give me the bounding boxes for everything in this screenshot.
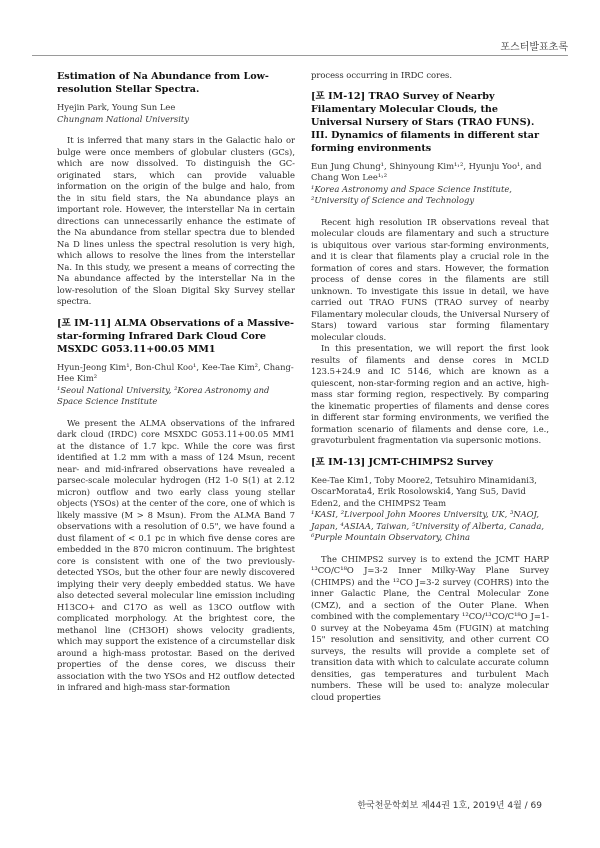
abstract-affiliation: Chungnam National University bbox=[57, 113, 189, 124]
abstract-body: In this presentation, we will report the first look results of filaments and dense cores in MCLD 123.5+24.9 and IC 5146, which are known as a quiescent, non-star-forming region and an active, high-mass star forming region, respectively. By comparing the kinematic properties of filaments and dense cores in different star forming environments, we verified the formation scenario of filaments and dense core, i.e., gravoturbulent fragmentation via supersonic motions. bbox=[311, 343, 549, 445]
page-footer: 한국천문학회보 제44권 1호, 2019년 4월 / 69 bbox=[357, 801, 542, 811]
abstract-authors: Hyejin Park, Young Sun Lee bbox=[57, 102, 176, 112]
abstract-continuation: process occurring in IRDC cores. bbox=[311, 70, 453, 80]
abstract-authors: Hyun-Jeong Kim¹, Bon-Chul Koo¹, Kee-Tae Kim², Chang-Hee Kim² bbox=[57, 361, 294, 383]
abstract-body: We present the ALMA observations of the infrared dark cloud (IRDC) core MSXDC G053.11+00.05 MM1 at the distance of 1.7 kpc. While the core was first identified at 1.2 mm with a mass of 124 Msun, recent near- and mid-infrared observations have revealed a parsec-scale molecular hydrogen (H2 1-0 S(1) at 2.12 micron) outflow and two early class young stellar objects (YSOs) at the center of the core, one of which is likely massive (M > 8 Msun). From the ALMA Band 7 observations with a resolution of 0.5", we have found a dust filament of < 0.1 pc in which five dense cores are embedded in the 870 micron continuum. The brightest core is consistent with one of the two previously-detected YSOs, but the other four are newly discovered implying their very deeply embedded status. We have also detected several molecular line emission including H13CO+ and C17O as well as 13CO outflow with complicated morphology. At the brightest core, the methanol line (CH3OH) shows velocity gradients, which may support the existence of a circumstellar disk around a high-mass protostar. Based on the derived properties of the dense cores, we discuss their association with the two YSOs and H2 outflow detected in infrared and high-mass star-formation bbox=[57, 417, 295, 692]
abstract-affiliation: ¹KASI, ²Liverpool John Moores University, UK, ³NAOJ, Japan, ⁴ASIAA, Taiwan, ⁵University of Alberta, Canada, ⁶Purple Mountain Observatory, China bbox=[311, 509, 545, 542]
abstract-title: Estimation of Na Abundance from Low-resolution Stellar Spectra. bbox=[57, 71, 269, 95]
abstract-title: [포 IM-11] ALMA Observations of a Massive-star-forming Infrared Dark Cloud Core MSXDC G053.11+00.05 MM1 bbox=[57, 317, 295, 355]
section-label: 포스터발표초록 bbox=[500, 42, 568, 53]
abstract-im-12 bbox=[311, 90, 549, 447]
abstract-im-13 bbox=[311, 456, 549, 704]
abstract-affiliation: ¹Korea Astronomy and Space Science Institute, ²University of Science and Technology bbox=[311, 183, 512, 205]
abstract-na-abundance bbox=[57, 70, 295, 308]
abstract-affiliation: ¹Seoul National University, ²Korea Astronomy and Space Science Institute bbox=[57, 384, 270, 406]
abstract-authors: Kee-Tae Kim1, Toby Moore2, Tetsuhiro Minamidani3, OscarMorata4, Erik Rosolowski4, Yang Su5, David Eden2, and the CHIMPS2 Team bbox=[311, 474, 537, 508]
abstract-im-11 bbox=[57, 317, 295, 694]
left-column bbox=[57, 70, 295, 694]
right-column bbox=[311, 70, 549, 703]
abstract-body: It is inferred that many stars in the Galactic halo or bulge were once members of globular clusters (GCs), which are now dissolved. To distinguish the GC-originated stars, which can provide valuable information on the origin of the bulge and halo, from the in situ field stars, the Na abundance plays an important role. However, the interstellar Na in certain directions can unnecessarily enhance the estimate of the Na abundance from stellar spectra due to blended Na D lines unless the spectral resolution is very high, which allows to resolve the lines from the interstellar Na. In this study, we present a means of correcting the Na abundance affected by the interstellar Na in the low-resolution of the Sloan Digital Sky Survey stellar spectra. bbox=[57, 135, 295, 306]
abstract-body: Recent high resolution IR observations reveal that molecular clouds are filamentary and such a structure is ubiquitous over various star-forming environments, and it is clear that filaments play a crucial role in the formation of cores and stars. However, the formation process of dense cores in the filaments are still unknown. To investigate this issue in detail, we have carried out TRAO FUNS (TRAO survey of nearby Filamentary molecular clouds, the Universal Nursery of Stars) toward various star forming filamentary molecular clouds. bbox=[311, 216, 549, 342]
abstract-authors: Eun Jung Chung¹, Shinyoung Kim¹˒², Hyunju Yoo¹, and Chang Won Lee¹˒² bbox=[311, 160, 542, 182]
abstract-title: [포 IM-13] JCMT-CHIMPS2 Survey bbox=[311, 456, 493, 468]
header-divider bbox=[32, 55, 568, 56]
abstract-title: [포 IM-12] TRAO Survey of Nearby Filamentary Molecular Clouds, the Universal Nursery of Stars (TRAO FUNS). III. Dynamics of filaments in different star forming environments bbox=[311, 90, 540, 154]
abstract-body: The CHIMPS2 survey is to extend the JCMT HARP ¹³CO/C¹⁸O J=3-2 Inner Milky-Way Plane Survey (CHIMPS) and the ¹²CO J=3-2 survey (COHRS) into the inner Galactic Plane, the Central Molecular Zone (CMZ), and a section of the Outer Plane. When combined with the complementary ¹²CO/¹³CO/C¹⁸O J=1-0 survey at the Nobeyama 45m (FUGIN) at matching 15" resolution and sensitivity, and other current CO surveys, the results will provide a complete set of transition data with which to calculate accurate column densities, gas temperatures and turbulent Mach numbers. These will be used to: analyze molecular cloud properties bbox=[311, 553, 549, 702]
